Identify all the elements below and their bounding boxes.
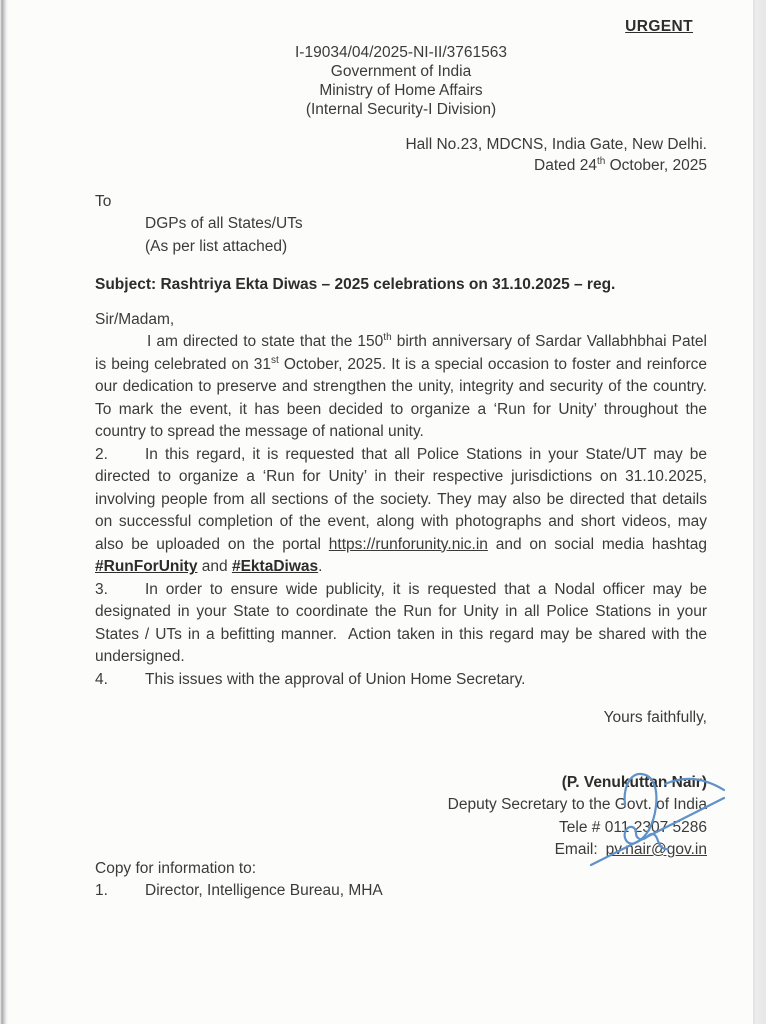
date-ordinal-superscript: th: [596, 155, 606, 167]
paragraph-4: 4. This issues with the approval of Union Home Secretary.: [95, 669, 707, 692]
signatory-phone: Tele # 011 2307 5286: [559, 818, 707, 836]
paragraph-number: 3.: [95, 580, 108, 598]
paragraph-3: 3. In order to ensure wide publicity, it is requested that a Nodal officer may be designated in your State to coordinate the Run for Unity in all Police Stations in your States / UTs in a befitting manner. Action taken in this regard may be shared with the undersigned.: [95, 580, 707, 665]
urgent-banner: [95, 16, 707, 39]
signatory-email-link[interactable]: pv.nair@gov.in: [605, 841, 707, 858]
ordinal-superscript: th: [383, 331, 392, 343]
org-name: Government of India: [330, 62, 472, 80]
letterhead: [95, 43, 707, 119]
copy-info-label: Copy for information to:: [95, 859, 257, 877]
recipient-block: [145, 213, 707, 258]
office-address: Hall No.23, MDCNS, India Gate, New Delhi.: [405, 135, 707, 153]
address-block: [95, 135, 707, 177]
paragraph-2: 2. In this regard, it is requested that all Police Stations in your State/UT may be directed to organize a ‘Run for Unity’ in their respective jurisdictions on 31.10.2025, involving people from all sections of the society. They may also be directed that details on successful completion of the event, along with photographs and short videos, may also be uploaded on the portal https://runforunity.nic.in and on social media hashtag #RunForUnity and #EktaDiwas.: [95, 445, 707, 575]
hashtag-runforunity: #RunForUnity: [95, 558, 198, 575]
signature-space: [95, 730, 707, 772]
to-label: To: [95, 192, 112, 210]
paragraph-1: I am directed to state that the 150th birth anniversary of Sardar Vallabhbhai Patel is being celebrated on 31st October, 2025. It is a special occasion to foster and reinforce our dedication to preserve and strengthen the unity, integrity and security of the country. To mark the event, it has been decided to organize a ‘Run for Unity’ throughout the country to spread the message of national unity.: [95, 331, 707, 440]
copy-item-number: 1.: [95, 882, 108, 899]
signatory-name: (P. Venukuttan Nair): [561, 773, 707, 791]
subject-line: Subject: Rashtriya Ekta Diwas – 2025 celebrations on 31.10.2025 – reg.: [95, 276, 616, 293]
paragraph-number: 2.: [95, 445, 108, 463]
letter-date: Dated 24th October, 2025: [534, 155, 707, 174]
salutation: Sir/Madam,: [95, 310, 175, 328]
recipient-note: (As per list attached): [145, 237, 288, 255]
paragraph-number: 4.: [95, 670, 108, 688]
signature-block: [95, 707, 707, 862]
hashtag-ektadiwas: #EktaDiwas: [231, 558, 319, 575]
ordinal-superscript: st: [271, 354, 279, 366]
email-label: Email:: [554, 841, 598, 858]
reference-number: I-19034/04/2025-NI-II/3761563: [295, 43, 507, 61]
recipient-line: DGPs of all States/UTs: [145, 215, 303, 232]
copy-item-1: [95, 880, 707, 903]
division-name: (Internal Security-I Division): [305, 100, 497, 118]
urgent-label: URGENT: [625, 18, 693, 35]
signatory-title: Deputy Secretary to the Govt. of India: [447, 796, 707, 813]
closing-phrase: Yours faithfully,: [603, 709, 707, 726]
copy-item-text: Director, Intelligence Bureau, MHA: [145, 882, 383, 899]
ministry-name: Ministry of Home Affairs: [319, 81, 483, 99]
portal-url-link[interactable]: https://runforunity.nic.in: [328, 535, 488, 553]
